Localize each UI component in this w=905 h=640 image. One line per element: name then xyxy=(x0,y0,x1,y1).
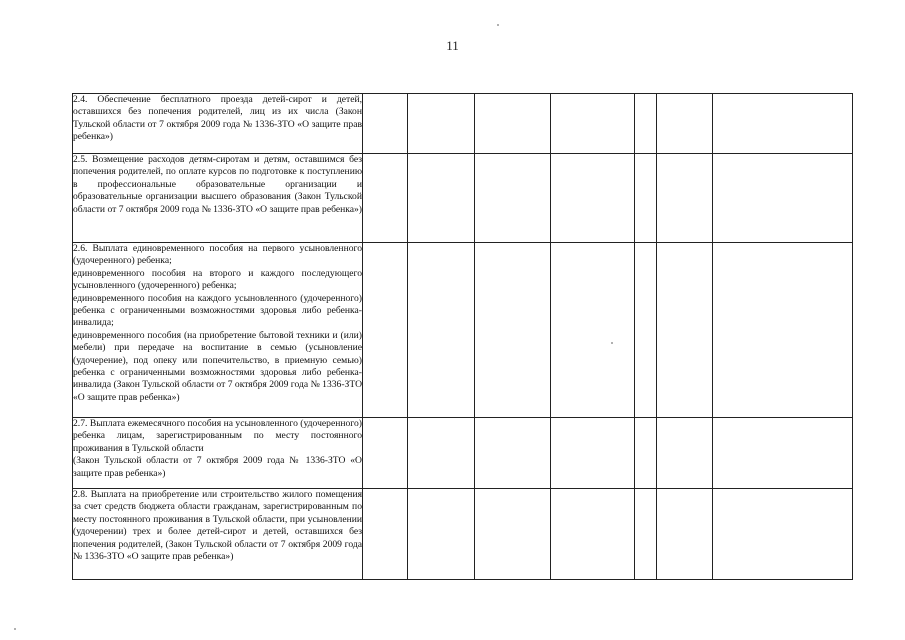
empty-cell xyxy=(635,418,657,489)
empty-cell xyxy=(635,94,657,154)
empty-cell xyxy=(475,418,551,489)
empty-cell xyxy=(713,243,853,418)
table-row xyxy=(73,243,853,418)
empty-cell xyxy=(475,154,551,243)
empty-cell xyxy=(635,243,657,418)
empty-cell xyxy=(713,489,853,580)
empty-cell xyxy=(657,94,713,154)
empty-cell xyxy=(551,154,635,243)
empty-cell xyxy=(408,489,475,580)
row-description: 2.7. Выплата ежемесячного пособия на усыновленного (удочеренного) ребенка лицам, зарегистрированным по месту постоянного проживания в Тульской области (Закон Тульской области от 7 октября 2009 года № 1336-ЗТО «О защите прав ребенка») xyxy=(73,418,363,489)
row-description: 2.8. Выплата на приобретение или строительство жилого помещения за счет средств бюджета области гражданам, зарегистрированным по месту постоянного проживания в Тульской области, при усыновлении (удочерении) трех и более детей-сирот и детей, оставшихся без попечения родителей, (Закон Тульской области от 7 октября 2009 года № 1336-ЗТО «О защите прав ребенка») xyxy=(73,489,363,580)
empty-cell xyxy=(657,489,713,580)
empty-cell xyxy=(551,243,635,418)
empty-cell xyxy=(635,154,657,243)
empty-cell xyxy=(551,418,635,489)
empty-cell xyxy=(657,243,713,418)
empty-cell xyxy=(551,94,635,154)
row-description: 2.5. Возмещение расходов детям-сиротам и детям, оставшимся без попечения родителей, по оплате курсов по подготовке к поступлению в профессиональные образовательные организации и образовательные организации высшего образования (Закон Тульской области от 7 октября 2009 года № 1336-ЗТО «О защите прав ребенка») xyxy=(73,154,363,243)
row-description: 2.4. Обеспечение бесплатного проезда детей-сирот и детей, оставшихся без попечения родителей, лиц из их числа (Закон Тульской области от 7 октября 2009 года № 1336-ЗТО «О защите прав ребенка») xyxy=(73,94,363,154)
empty-cell xyxy=(475,243,551,418)
table-row xyxy=(73,94,853,154)
page-number: 11 xyxy=(446,38,459,53)
empty-cell xyxy=(551,489,635,580)
budget-table xyxy=(72,93,853,580)
empty-cell xyxy=(363,154,408,243)
empty-cell xyxy=(657,154,713,243)
empty-cell xyxy=(363,489,408,580)
empty-cell xyxy=(408,243,475,418)
empty-cell xyxy=(408,94,475,154)
empty-cell xyxy=(713,418,853,489)
empty-cell xyxy=(713,154,853,243)
table-row xyxy=(73,489,853,580)
scan-speck xyxy=(14,628,16,630)
empty-cell xyxy=(408,418,475,489)
table-row xyxy=(73,154,853,243)
row-description: 2.6. Выплата единовременного пособия на первого усыновленного (удочеренного) ребенка; единовременного пособия на второго и каждого последующего усыновленного (удочеренного) ребенка; единовременного пособия на каждого усыновленного (удочеренного) ребенка с ограниченными возможностями здоровья либо ребенка-инвалида; единовременного пособия (на приобретение бытовой техники и (или) мебели) при передаче на воспитание в семью (усыновление (удочерение), под опеку или попечительство, в приемную семью) ребенка с ограниченными возможностями здоровья либо ребенка-инвалида (Закон Тульской области от 7 октября 2009 года № 1336-ЗТО «О защите прав ребенка») xyxy=(73,243,363,418)
scan-speck xyxy=(611,342,613,344)
scan-speck xyxy=(497,24,499,26)
empty-cell xyxy=(635,489,657,580)
table-row xyxy=(73,418,853,489)
empty-cell xyxy=(363,418,408,489)
empty-cell xyxy=(363,94,408,154)
empty-cell xyxy=(713,94,853,154)
empty-cell xyxy=(475,489,551,580)
empty-cell xyxy=(475,94,551,154)
empty-cell xyxy=(363,243,408,418)
empty-cell xyxy=(657,418,713,489)
empty-cell xyxy=(408,154,475,243)
